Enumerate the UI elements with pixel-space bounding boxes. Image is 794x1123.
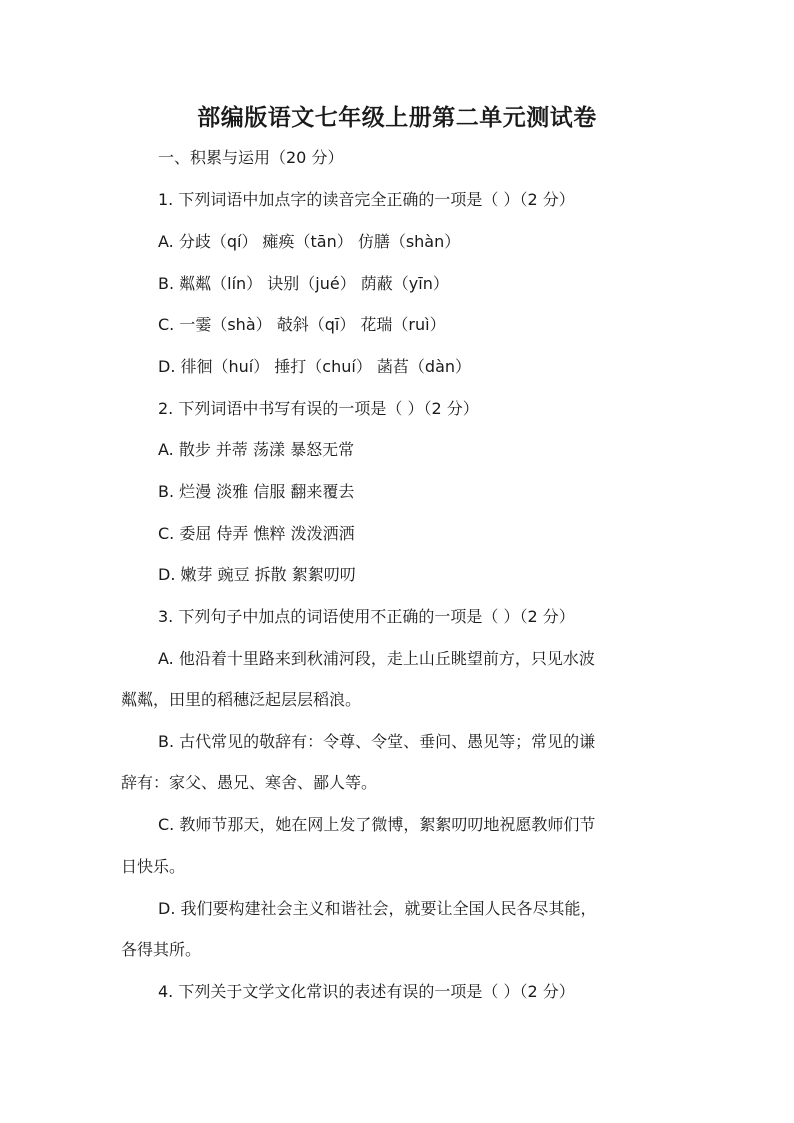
question-2-option-a: A. 散步 并蒂 荡漾 暴怒无常 — [158, 440, 355, 459]
question-3-option-c-line1: C. 教师节那天，她在网上发了微博，絮絮叨叨地祝愿教师们节 — [158, 815, 596, 834]
question-1-option-d: D. 徘徊（huí） 捶打（chuí） 菡萏（dàn） — [158, 357, 472, 376]
question-3-option-d-line2: 各得其所。 — [121, 940, 202, 959]
question-3-option-b-line1: B. 古代常见的敬辞有：令尊、令堂、垂问、愚见等；常见的谦 — [158, 732, 596, 751]
page-title: 部编版语文七年级上册第二单元测试卷 — [197, 104, 597, 131]
section-heading: 一、积累与运用（20 分） — [158, 148, 344, 167]
question-1-option-b: B. 粼粼（lín） 诀别（jué） 荫蔽（yīn） — [158, 274, 449, 293]
question-2-stem: 2. 下列词语中书写有误的一项是（ ）（2 分） — [158, 399, 479, 418]
question-3-option-b-line2: 辞有：家父、愚兄、寒舍、鄙人等。 — [121, 773, 378, 792]
question-2-option-d: D. 嫩芽 豌豆 拆散 絮絮叨叨 — [158, 565, 356, 584]
question-3-option-a-line1: A. 他沿着十里路来到秋浦河段，走上山丘眺望前方，只见水波 — [158, 649, 595, 668]
question-3-option-c-line2: 日快乐。 — [121, 857, 186, 876]
question-1-stem: 1. 下列词语中加点字的读音完全正确的一项是（ ）（2 分） — [158, 190, 575, 209]
question-2-option-b: B. 烂漫 淡雅 信服 翻来覆去 — [158, 482, 355, 501]
question-1-option-a: A. 分歧（qí） 瘫痪（tān） 仿膳（shàn） — [158, 232, 461, 251]
question-4-stem: 4. 下列关于文学文化常识的表述有误的一项是（ ）（2 分） — [158, 982, 575, 1001]
question-3-stem: 3. 下列句子中加点的词语使用不正确的一项是（ ）（2 分） — [158, 607, 575, 626]
question-3-option-a-line2: 粼粼，田里的稻穗泛起层层稻浪。 — [121, 690, 362, 709]
question-1-option-c: C. 一霎（shà） 攲斜（qī） 花瑞（ruì） — [158, 315, 446, 334]
question-2-option-c: C. 委屈 侍弄 憔粹 泼泼洒洒 — [158, 524, 355, 543]
question-3-option-d-line1: D. 我们要构建社会主义和谐社会，就要让全国人民各尽其能， — [158, 899, 597, 918]
